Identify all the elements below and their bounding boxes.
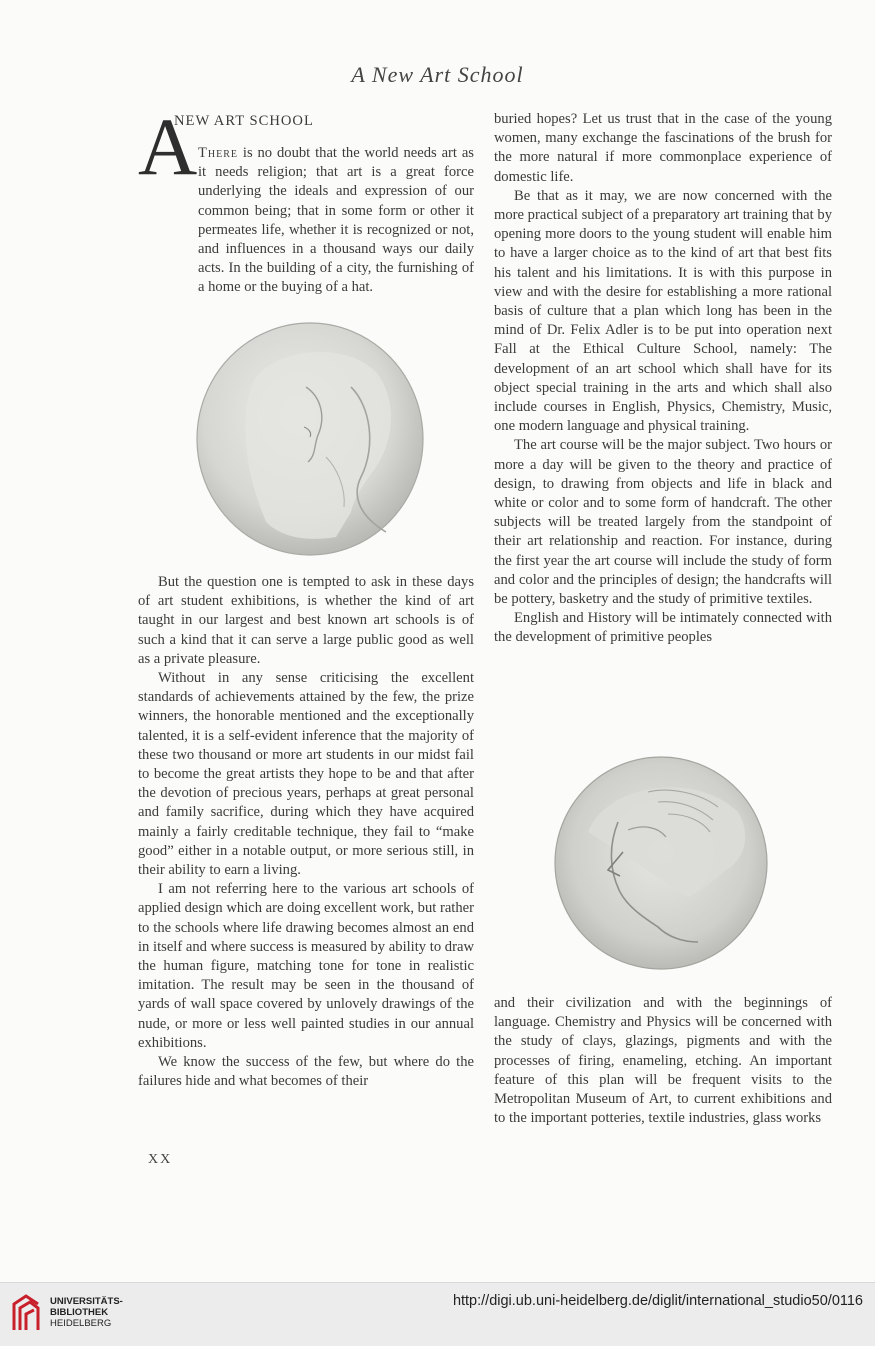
running-head: A New Art School [351,62,524,87]
library-logo-icon[interactable] [8,1290,42,1334]
drop-cap: A [138,101,198,192]
paragraph: buried hopes? Let us trust that in the case of the young women, many exchange the fascinations of the brush for the more natural if more commonplace experience of domestic life. [494,111,832,185]
library-name [50,1296,123,1329]
paragraph: We know the success of the few, but where do the failures hide and what becomes of their [138,1054,474,1090]
lead-smallcaps: There [198,145,239,161]
source-url-link[interactable]: http://digi.ub.uni-heidelberg.de/diglit/international_studio50/0116 [452,1293,863,1309]
library-name-line: BIBLIOTHEK [50,1307,109,1318]
paragraph: Without in any sense criticising the excellent standards of achievements attained by the few, the prize winners, the honorable mentioned and the exceptionally talented, it is a self-evident inference that the majority of these two thousand or more art students in our midst fail to become the great artists they hope to be and that after the devotion of precious years, perhaps at great personal and family sacrifice, during which they have acquired mainly a fairly creditable technique, they fail to “make good” either in a notable output, or more serious still, in their ability to earn a living. [138,670,474,879]
paragraph: The art course will be the major subject. Two hours or more a day will be given to the theory and practice of design, to drawing from objects and life in black and white or color and to some form of handcraft. The other subjects will be treated largely from the standpoint of their art relationship and reaction. For instance, during the first year the art course will include the study of form and color and the principles of design; the handcrafts will be pottery, basketry and the study of primitive textiles. [494,437,832,608]
article-title: NEW ART SCHOOL [174,113,314,129]
paragraph: English and History will be intimately connected with the development of primitive peoples [494,610,832,646]
digitization-footer [0,1282,875,1346]
right-column-top [494,110,832,648]
paragraph: and their civilization and with the beginnings of language. Chemistry and Physics will be concerned with the study of clays, glazings, pigments and with the processes of firing, enameling, etching. An important feature of this plan will be frequent visits to the Metropolitan Museum of Art, to current exhibitions and to the important potteries, textile industries, glass works [494,995,832,1127]
right-column-bottom [494,994,832,1128]
relief-medallion-woman-image [186,317,434,562]
lead-text: is no doubt that the world needs art as it needs religion; that art is a great force underlying the ideals and expression of our common being; that in some form or other it permeates life, whether it is recognized or not, and influences in a thousand ways our daily acts. In the building of a city, the furnishing of a home or the buying of a hat. [198,145,474,296]
library-name-line: HEIDELBERG [50,1318,112,1329]
paragraph: But the question one is tempted to ask in these days of art student exhibitions, is whether the kind of art taught in our largest and best known art schools is of such a kind that it can serve a large public good as well as a private pleasure. [138,574,474,667]
page-folio: XX [148,1152,173,1167]
left-column-top [138,101,474,298]
relief-medallion-profile-image [548,752,774,974]
library-name-line: UNIVERSITÄTS- [50,1296,123,1307]
left-column-bottom [138,573,474,1091]
paragraph: I am not referring here to the various art schools of applied design which are doing excellent work, but rather to the schools where life drawing becomes almost an end in itself and where success is measured by ability to draw the human figure, matching tone for tone in realistic imitation. The result may be seen in the thousand of yards of wall space covered by unlovely drawings of the nude, or more or less well painted studies in our annual exhibitions. [138,881,474,1051]
paragraph: Be that as it may, we are now concerned with the more practical subject of a preparatory art training that by opening more doors to the young student will enable him to have a larger choice as to the kind of art that best fits his talent and his limitations. It is with this purpose in view and with the desire for establishing a more rational basis of culture that a plan which long has been in the mind of Dr. Felix Adler is to be put into operation next Fall at the Ethical Culture School, namely: The development of an art school which shall have for its object special training in the arts and which shall also include courses in English, Physics, Chemistry, Music, one modern language and physical training. [494,187,832,435]
